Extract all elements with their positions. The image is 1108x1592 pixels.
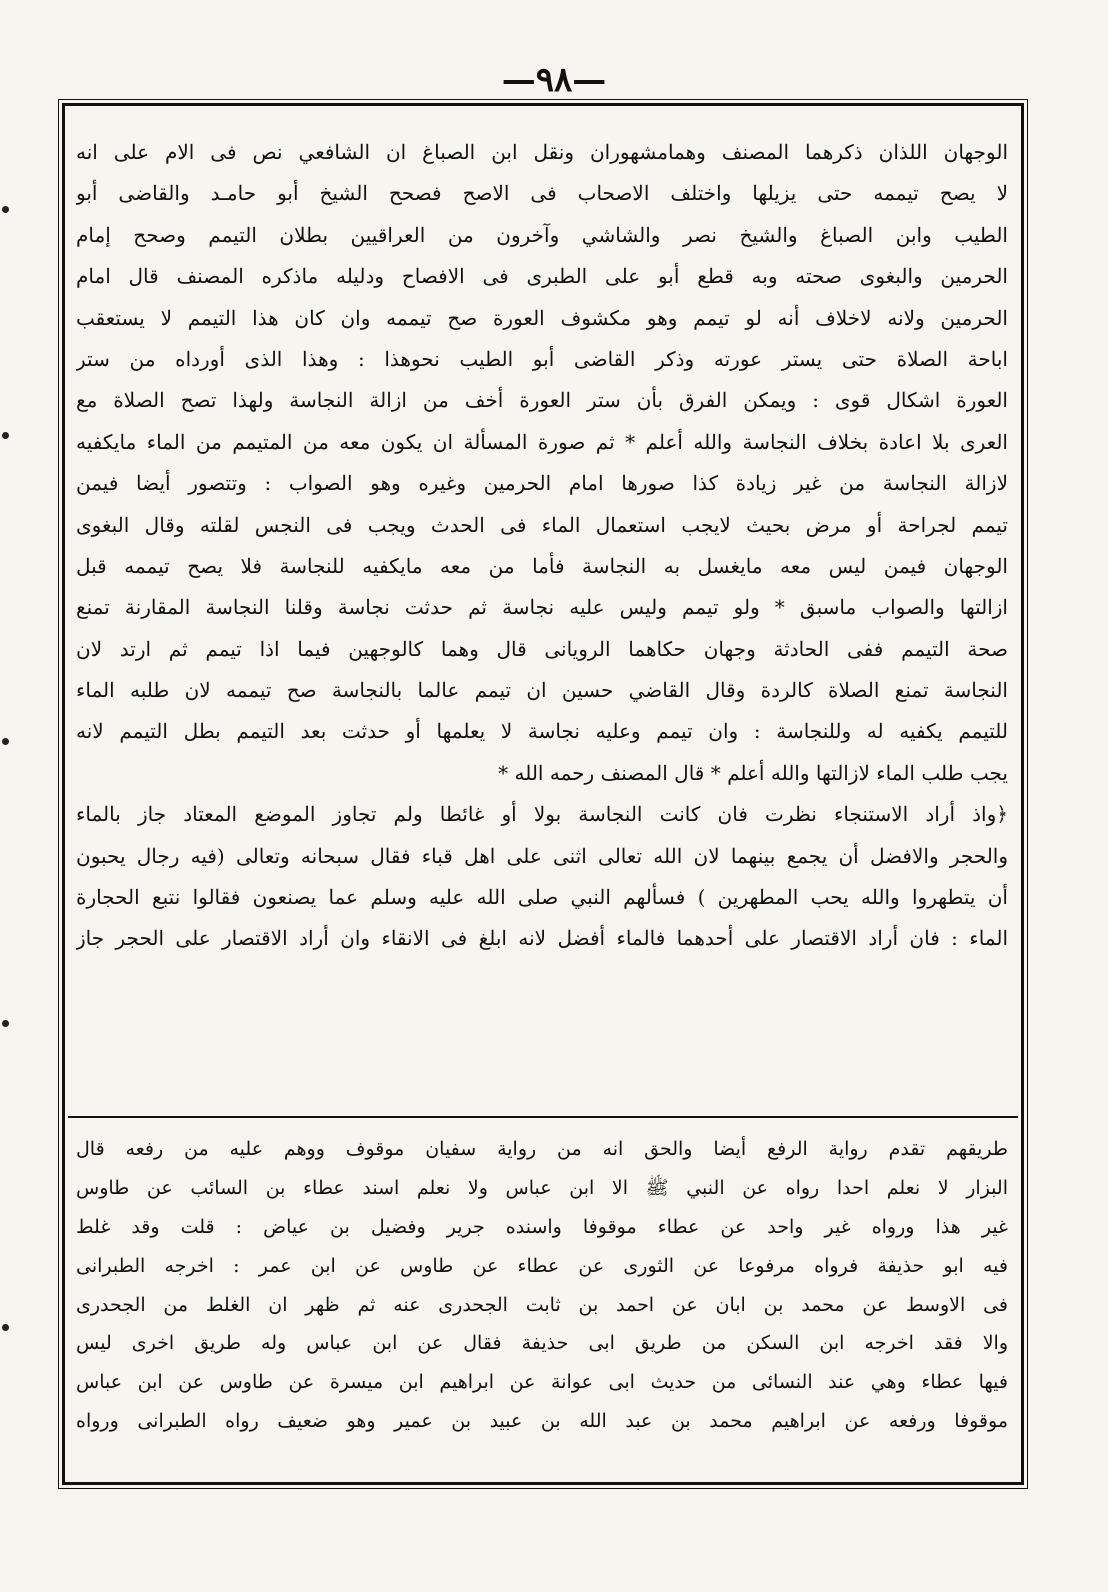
text-line: العورة اشكال قوى : ويمكن الفرق بأن ستر العورة أخف من ازالة النجاسة ولهذا تصح الصلاة مع <box>76 388 1008 413</box>
text-line: الحرمين ولانه لاخلاف أنه لو تيمم وهو مكشوف العورة صح تيممه وان كان هذا التيمم لا يستعقب <box>76 305 1008 330</box>
main-text <box>76 132 1008 960</box>
text-line: اباحة الصلاة حتى يستر عورته وذكر القاضى أبو الطيب نحوهذا : وهذا الذى أورداه من ستر <box>76 346 1008 371</box>
text-line: الطيب وابن الصباغ والشيخ نصر والشاشي وآخرون من العراقيين بطلان التيمم وصحح إمام <box>76 222 1008 247</box>
text-line: والحجر والافضل أن يجمع بينهما لان الله تعالى اثنى على اهل قباء فقال سبحانه وتعالى (فيه رجال يحبون <box>76 843 1008 868</box>
text-line: ﴿واذ أراد الاستنجاء نظرت فان كانت النجاسة بولا أو غائطا ولم تجاوز الموضع المعتاد جاز بالماء <box>76 802 1008 827</box>
text-line: العرى بلا اعادة بخلاف النجاسة والله أعلم * ثم صورة المسألة ان يكون معه من المتيمم من الماء مايكفيه <box>76 429 1008 454</box>
footnote-line: البزار لا نعلم احدا رواه عن النبي ﷺ الا ابن عباس ولا نعلم اسند عطاء بن السائب عن طاوس <box>76 1176 1008 1199</box>
text-line: الوجهان فيمن ليس معه مايغسل به النجاسة فأما من معه مايكفيه للنجاسة فلا يصح تيممه قبل <box>76 553 1008 578</box>
text-line: يجب طلب الماء لازالتها والله أعلم * قال المصنف رحمه الله * <box>498 760 1008 785</box>
footnote-line: فيها عطاء وهي عند النسائى من حديث ابى عوانة عن ابراهيم ابن ميسرة عن طاوس عن ابن عباس <box>76 1371 1008 1394</box>
margin-mark <box>2 1020 9 1027</box>
footnote-line: طريقهم تقدم رواية الرفع أيضا والحق انه من رواية سفيان موقوف ووهم عليه من رفعه قال <box>76 1138 1008 1160</box>
text-line: أن يتطهروا والله يحب المطهرين ) فسألهم النبي صلى الله عليه وسلم عما يصنعون فقالوا نتبع الحجارة <box>76 885 1008 910</box>
margin-mark <box>2 738 9 745</box>
page-number: —٩٨— <box>501 60 607 100</box>
text-line: الوجهان اللذان ذكرهما المصنف وهمامشهوران ونقل ابن الصباغ ان الشافعي نص فى الام على انه <box>76 140 1008 164</box>
text-line: الحرمين والبغوى صحته وبه قطع أبو على الطبرى فى الافصاح ودليله ماذكره المصنف قال امام <box>76 264 1008 289</box>
text-line: لازالة النجاسة من غير زيادة كذا صورها امام الحرمين وغيره وهو الصواب : وتتصور أيضا فيمن <box>76 471 1008 496</box>
margin-mark <box>2 432 9 439</box>
text-line: للتيمم يكفيه له وللنجاسة : وان تيمم وعليه نجاسة لا يعلمها أو حدثت بعد التيمم بطل التيمم لانه <box>76 719 1008 744</box>
margin-mark <box>2 206 9 213</box>
text-line: تيمم لجراحة أو مرض بحيث لايجب استعمال الماء فى الحدث ويجب فى النجس لقلته وقال البغوى <box>76 512 1008 537</box>
text-line: لا يصح تيممه حتى يزيلها واختلف الاصحاب فى الاصح فصحح الشيخ أبو حامـد والقاضى أبو <box>76 181 1008 206</box>
footnote-divider <box>68 1116 1018 1118</box>
footnote-line: والا فقد اخرجه ابن السكن من طريق ابى حذيفة فقال عن ابن عباس وله طريق اخرى ليس <box>76 1332 1008 1355</box>
margin-mark <box>2 1324 9 1331</box>
footnote-line: فيه ابو حذيفة فرواه مرفوعا عن الثورى عن عطاء عن طاوس عن ابن عمر : اخرجه الطبرانى <box>76 1254 1008 1277</box>
text-line: الماء : فان أراد الاقتصار على أحدهما فالماء أفضل لانه ابلغ فى الانقاء وان أراد الاقتصار على الحجر جاز <box>76 926 1008 951</box>
footnote-line: غير هذا ورواه غير واحد عن عطاء موقوفا واسنده جرير وفضيل بن عياض : قلت وقد غلط <box>76 1215 1008 1238</box>
text-line: النجاسة تمنع الصلاة كالردة وقال القاضي حسين ان تيمم عالما بالنجاسة صح تيممه لان طلبه الماء <box>76 678 1008 703</box>
text-line: ازالتها والصواب ماسبق * ولو تيمم وليس عليه نجاسة ثم حدثت نجاسة وقلنا النجاسة المقارنة تمنع <box>76 595 1008 620</box>
footnote-line: فى الاوسط عن محمد بن ابان عن احمد بن ثابت الجحدرى عنه ثم ظهر ان الغلط من الجحدرى <box>76 1293 1008 1316</box>
footnote-line: موقوفا ورفعه عن ابراهيم محمد بن عبد الله بن عبيد بن عمير وهو ضعيف رواه الطبرانى ورواه <box>76 1410 1008 1433</box>
footnotes <box>76 1130 1008 1441</box>
text-line: صحة التيمم ففى الحادثة وجهان حكاهما الرويانى قال وهما كالوجهين فيما اذا تيمم ثم ارتد لان <box>76 636 1008 661</box>
